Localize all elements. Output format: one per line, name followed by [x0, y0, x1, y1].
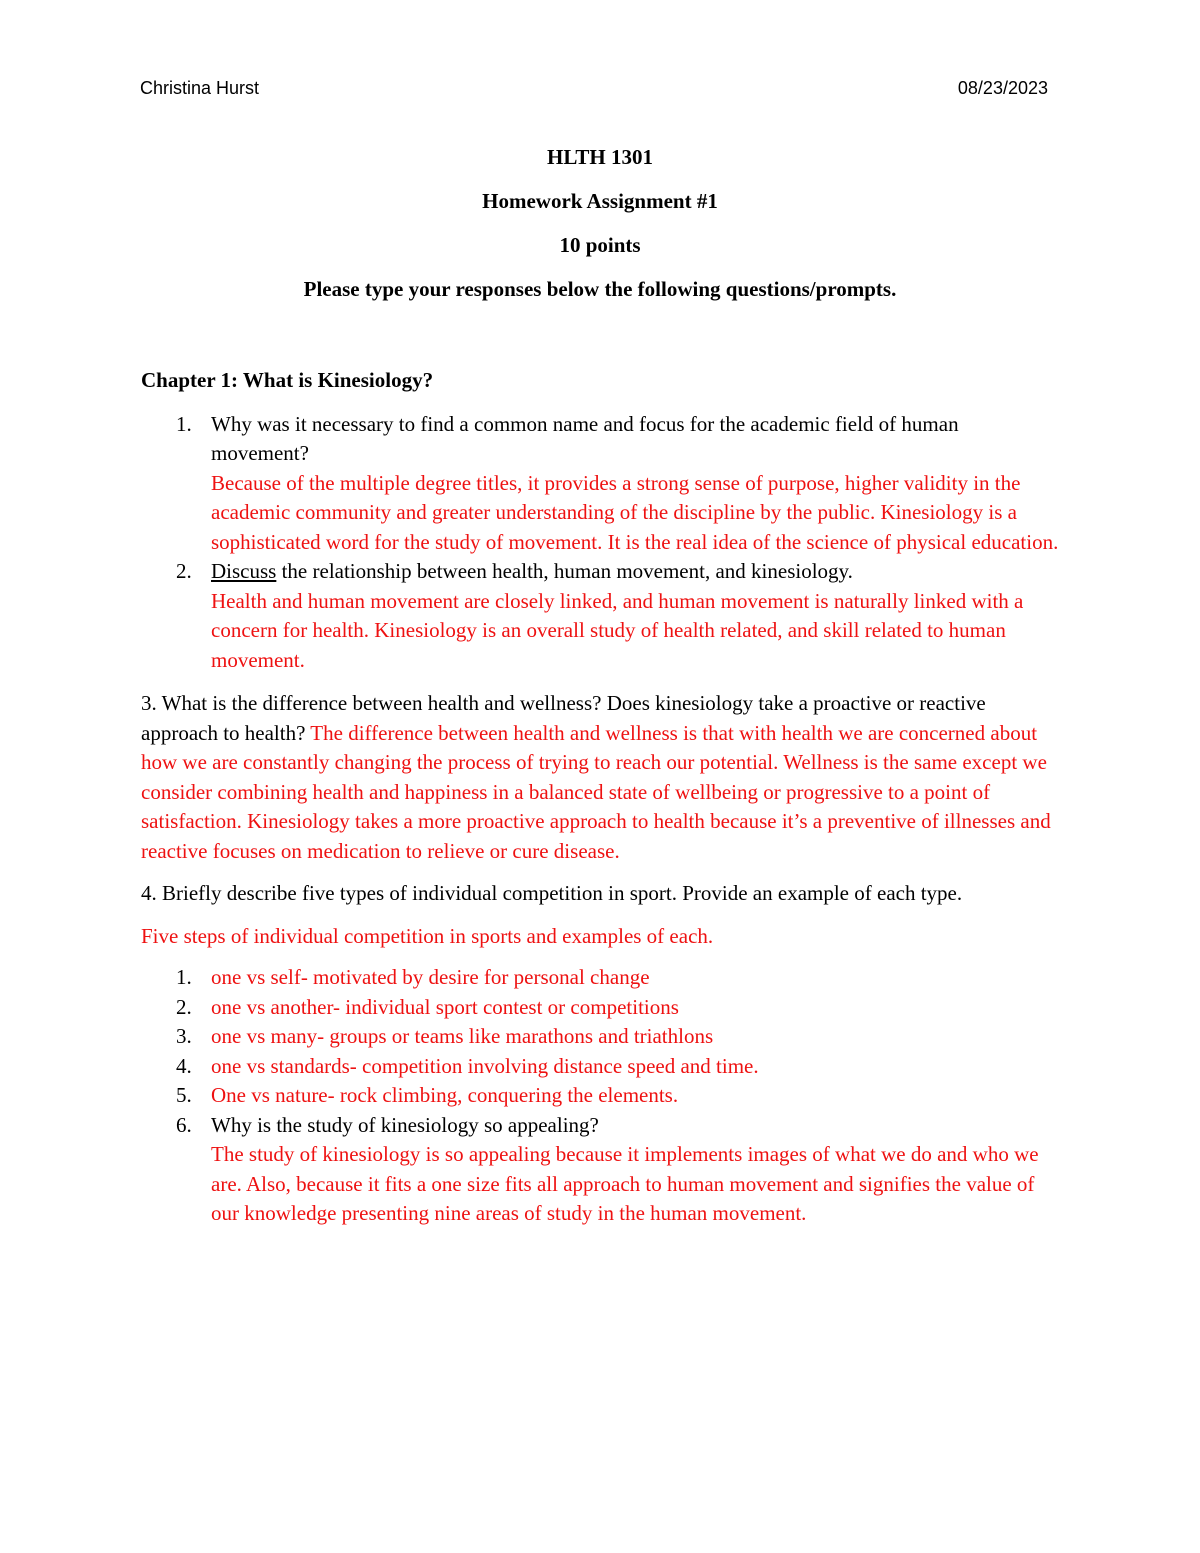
- list-item: [141, 1081, 1061, 1111]
- q6-number: 6.: [176, 1112, 192, 1137]
- q2-answer: Health and human movement are closely linked, and human movement is naturally linked with a concern for health. Kinesiology is an overall study of health related, and skill related to human movement.: [211, 588, 1024, 672]
- competition-types-list: [141, 963, 1061, 1229]
- q1-number: 1.: [176, 411, 192, 436]
- course-title: HLTH 1301: [546, 145, 653, 169]
- header-date: 08/23/2023: [957, 78, 1048, 98]
- list-item: [141, 963, 1061, 993]
- q6-answer: The study of kinesiology is so appealing because it implements images of what we do and who we are. Also, because it fits a one size fits all approach to human movement and signifies the value of our knowledge presenting nine areas of study in the human movement.: [211, 1142, 1039, 1225]
- list-item: [141, 1052, 1061, 1082]
- list-item-q2: [141, 557, 1061, 675]
- points-label: 10 points: [559, 233, 641, 257]
- q2-number: 2.: [176, 559, 192, 583]
- list-item-q6: [141, 1111, 1061, 1229]
- item-text: one vs standards- competition involving distance speed and time.: [211, 1053, 759, 1078]
- item-number: 3.: [176, 1024, 192, 1048]
- list-item: [141, 993, 1061, 1023]
- item-number: 4.: [176, 1053, 192, 1078]
- title-block: [0, 143, 1200, 319]
- instructions-text: Please type your responses below the following questions/prompts.: [303, 277, 897, 301]
- item-number: 5.: [176, 1083, 192, 1107]
- assignment-title: Homework Assignment #1: [482, 189, 718, 213]
- item-text: one vs another- individual sport contest or competitions: [211, 994, 679, 1019]
- q6-question: Why is the study of kinesiology so appealing?: [211, 1112, 599, 1137]
- q1-question: Why was it necessary to find a common name and focus for the academic field of human movement?: [211, 411, 959, 465]
- q3-question: 3. What is the difference between health and wellness? Does kinesiology take a proactive or reactive approach to health?: [141, 691, 986, 745]
- item-number: 2.: [176, 994, 192, 1019]
- q4-answer-intro: Five steps of individual competition in sports and examples of each.: [141, 923, 714, 948]
- page-header: [140, 74, 1048, 104]
- q3-answer: The difference between health and wellness is that with health we are concerned about how we are constantly changing the process of trying to reach our potential. Wellness is the same except we consider combining health and happiness in a balanced state of wellbeing or progressive to a point of satisfaction. Kinesiology takes a more proactive approach to health because it’s a preventive of illnesses and reactive focuses on medication to relieve or cure disease.: [141, 720, 1051, 863]
- chapter-heading: Chapter 1: What is Kinesiology?: [141, 368, 434, 392]
- question-list: [141, 410, 1061, 676]
- list-item: [141, 1022, 1061, 1052]
- q2-underlined-word: Discuss: [211, 559, 277, 583]
- author-name: Christina Hurst: [140, 78, 260, 98]
- q4-question: 4. Briefly describe five types of individual competition in sport. Provide an example of each type.: [141, 881, 963, 905]
- list-item-q1: [141, 410, 1061, 558]
- q2-question: the relationship between health, human movement, and kinesiology.: [276, 559, 853, 583]
- item-text: one vs self- motivated by desire for personal change: [211, 965, 650, 989]
- q3-paragraph: [141, 689, 1061, 866]
- item-text: One vs nature- rock climbing, conquering the elements.: [211, 1083, 679, 1107]
- item-text: one vs many- groups or teams like marathons and triathlons: [211, 1024, 714, 1048]
- document-body: [141, 366, 1061, 1229]
- q1-answer: Because of the multiple degree titles, it provides a strong sense of purpose, higher validity in the academic community and greater understanding of the discipline by the public. Kinesiology is a sophisticated word for the study of movement. It is the real idea of the science of physical education.: [211, 470, 1059, 554]
- item-number: 1.: [176, 965, 192, 989]
